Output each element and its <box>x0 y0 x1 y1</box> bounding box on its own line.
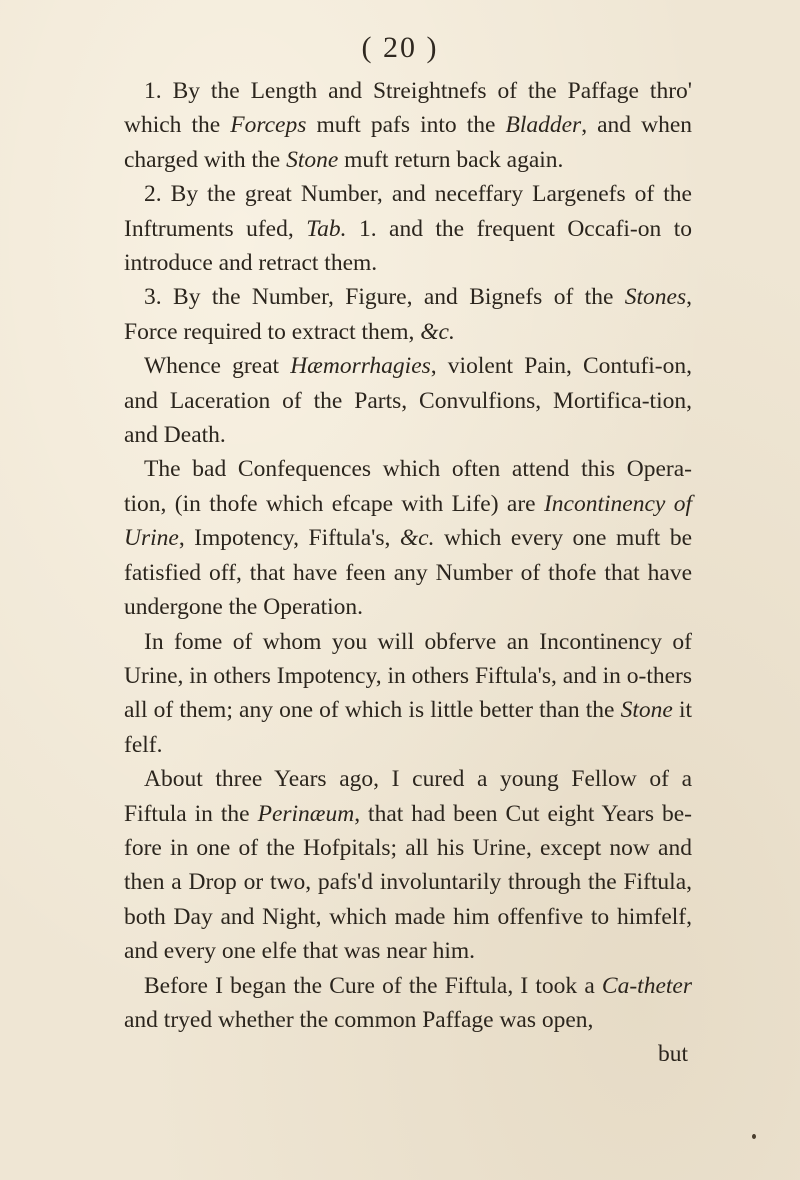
text-run: 3. By the Number, Figure, and Bignefs of the <box>144 284 625 311</box>
text-run: Whence great <box>144 353 291 380</box>
paragraph <box>124 349 692 452</box>
italic-text: Perinæum <box>257 800 355 827</box>
paragraph <box>124 969 692 1038</box>
text-run: , violent Pain, Contufi-on, and Laceration of the Parts, Convulfions, Mortifica-tion, and Death. <box>124 353 692 449</box>
text-run: In fome of whom you will obferve an Incontinency of Urine, in others Impotency, in others Fiftula's, and in o-thers all of them; any one of which is little better than the <box>124 628 692 724</box>
body-text <box>124 74 692 1072</box>
text-run: it felf. <box>124 697 692 758</box>
text-run: and tryed whether the common Paffage was open, <box>124 1006 594 1033</box>
text-run: About three Years ago, I cured a young Fellow of a Fiftula in the <box>124 766 692 827</box>
paragraph <box>124 280 692 349</box>
italic-text: Stone <box>286 146 339 173</box>
italic-text: &c. <box>420 318 455 345</box>
ink-speck <box>752 1134 756 1139</box>
catchword: but <box>657 1041 688 1068</box>
italic-text: Ca-theter <box>601 972 692 999</box>
text-run: 2. By the great Number, and neceffary Largenefs of the Inftruments ufed, <box>124 181 692 242</box>
paragraph <box>124 177 692 280</box>
italic-text: Forceps <box>230 112 307 139</box>
italic-text: Bladder <box>505 112 582 139</box>
italic-text: Stone <box>620 697 673 724</box>
paragraph <box>124 762 692 968</box>
text-run: muft pafs into the <box>306 112 506 139</box>
italic-text: Hæmorrhagies <box>290 353 431 380</box>
text-run: muft return back again. <box>338 146 564 173</box>
text-run: , and when charged with the <box>124 112 692 173</box>
italic-text: &c. <box>399 525 435 552</box>
paragraph <box>124 452 692 624</box>
text-run: , Impotency, Fiftula's, <box>178 525 400 552</box>
text-run: Before I began the Cure of the Fiftula, I took a <box>144 972 602 999</box>
italic-text: Tab. <box>306 215 347 242</box>
text-run: which every one muft be fatisfied off, that have feen any Number of thofe that have undergone the Operation. <box>124 525 692 621</box>
page-number: ( 20 ) <box>361 31 439 64</box>
paragraph <box>124 74 692 177</box>
text-run: , that had been Cut eight Years be-fore in one of the Hofpitals; all his Urine, except now and then a Drop or two, pafs'd involuntarily through the Fiftula, both Day and Night, which made him offenfive to himfelf, and every one elfe that was near him. <box>124 800 692 965</box>
italic-text: Incontinency of Urine <box>124 490 692 552</box>
text-run: 1. By the Length and Streightnefs of the Paffage thro' which the <box>124 78 692 139</box>
text-run: 1. and the frequent Occafi-on to introduce and retract them. <box>124 215 692 277</box>
text-run: The bad Confequences which often attend this Opera-tion, (in thofe which efcape with Life) are <box>124 456 692 517</box>
text-run: , Force required to extract them, <box>124 284 692 345</box>
italic-text: Stones <box>624 284 687 311</box>
paragraph <box>124 625 692 763</box>
